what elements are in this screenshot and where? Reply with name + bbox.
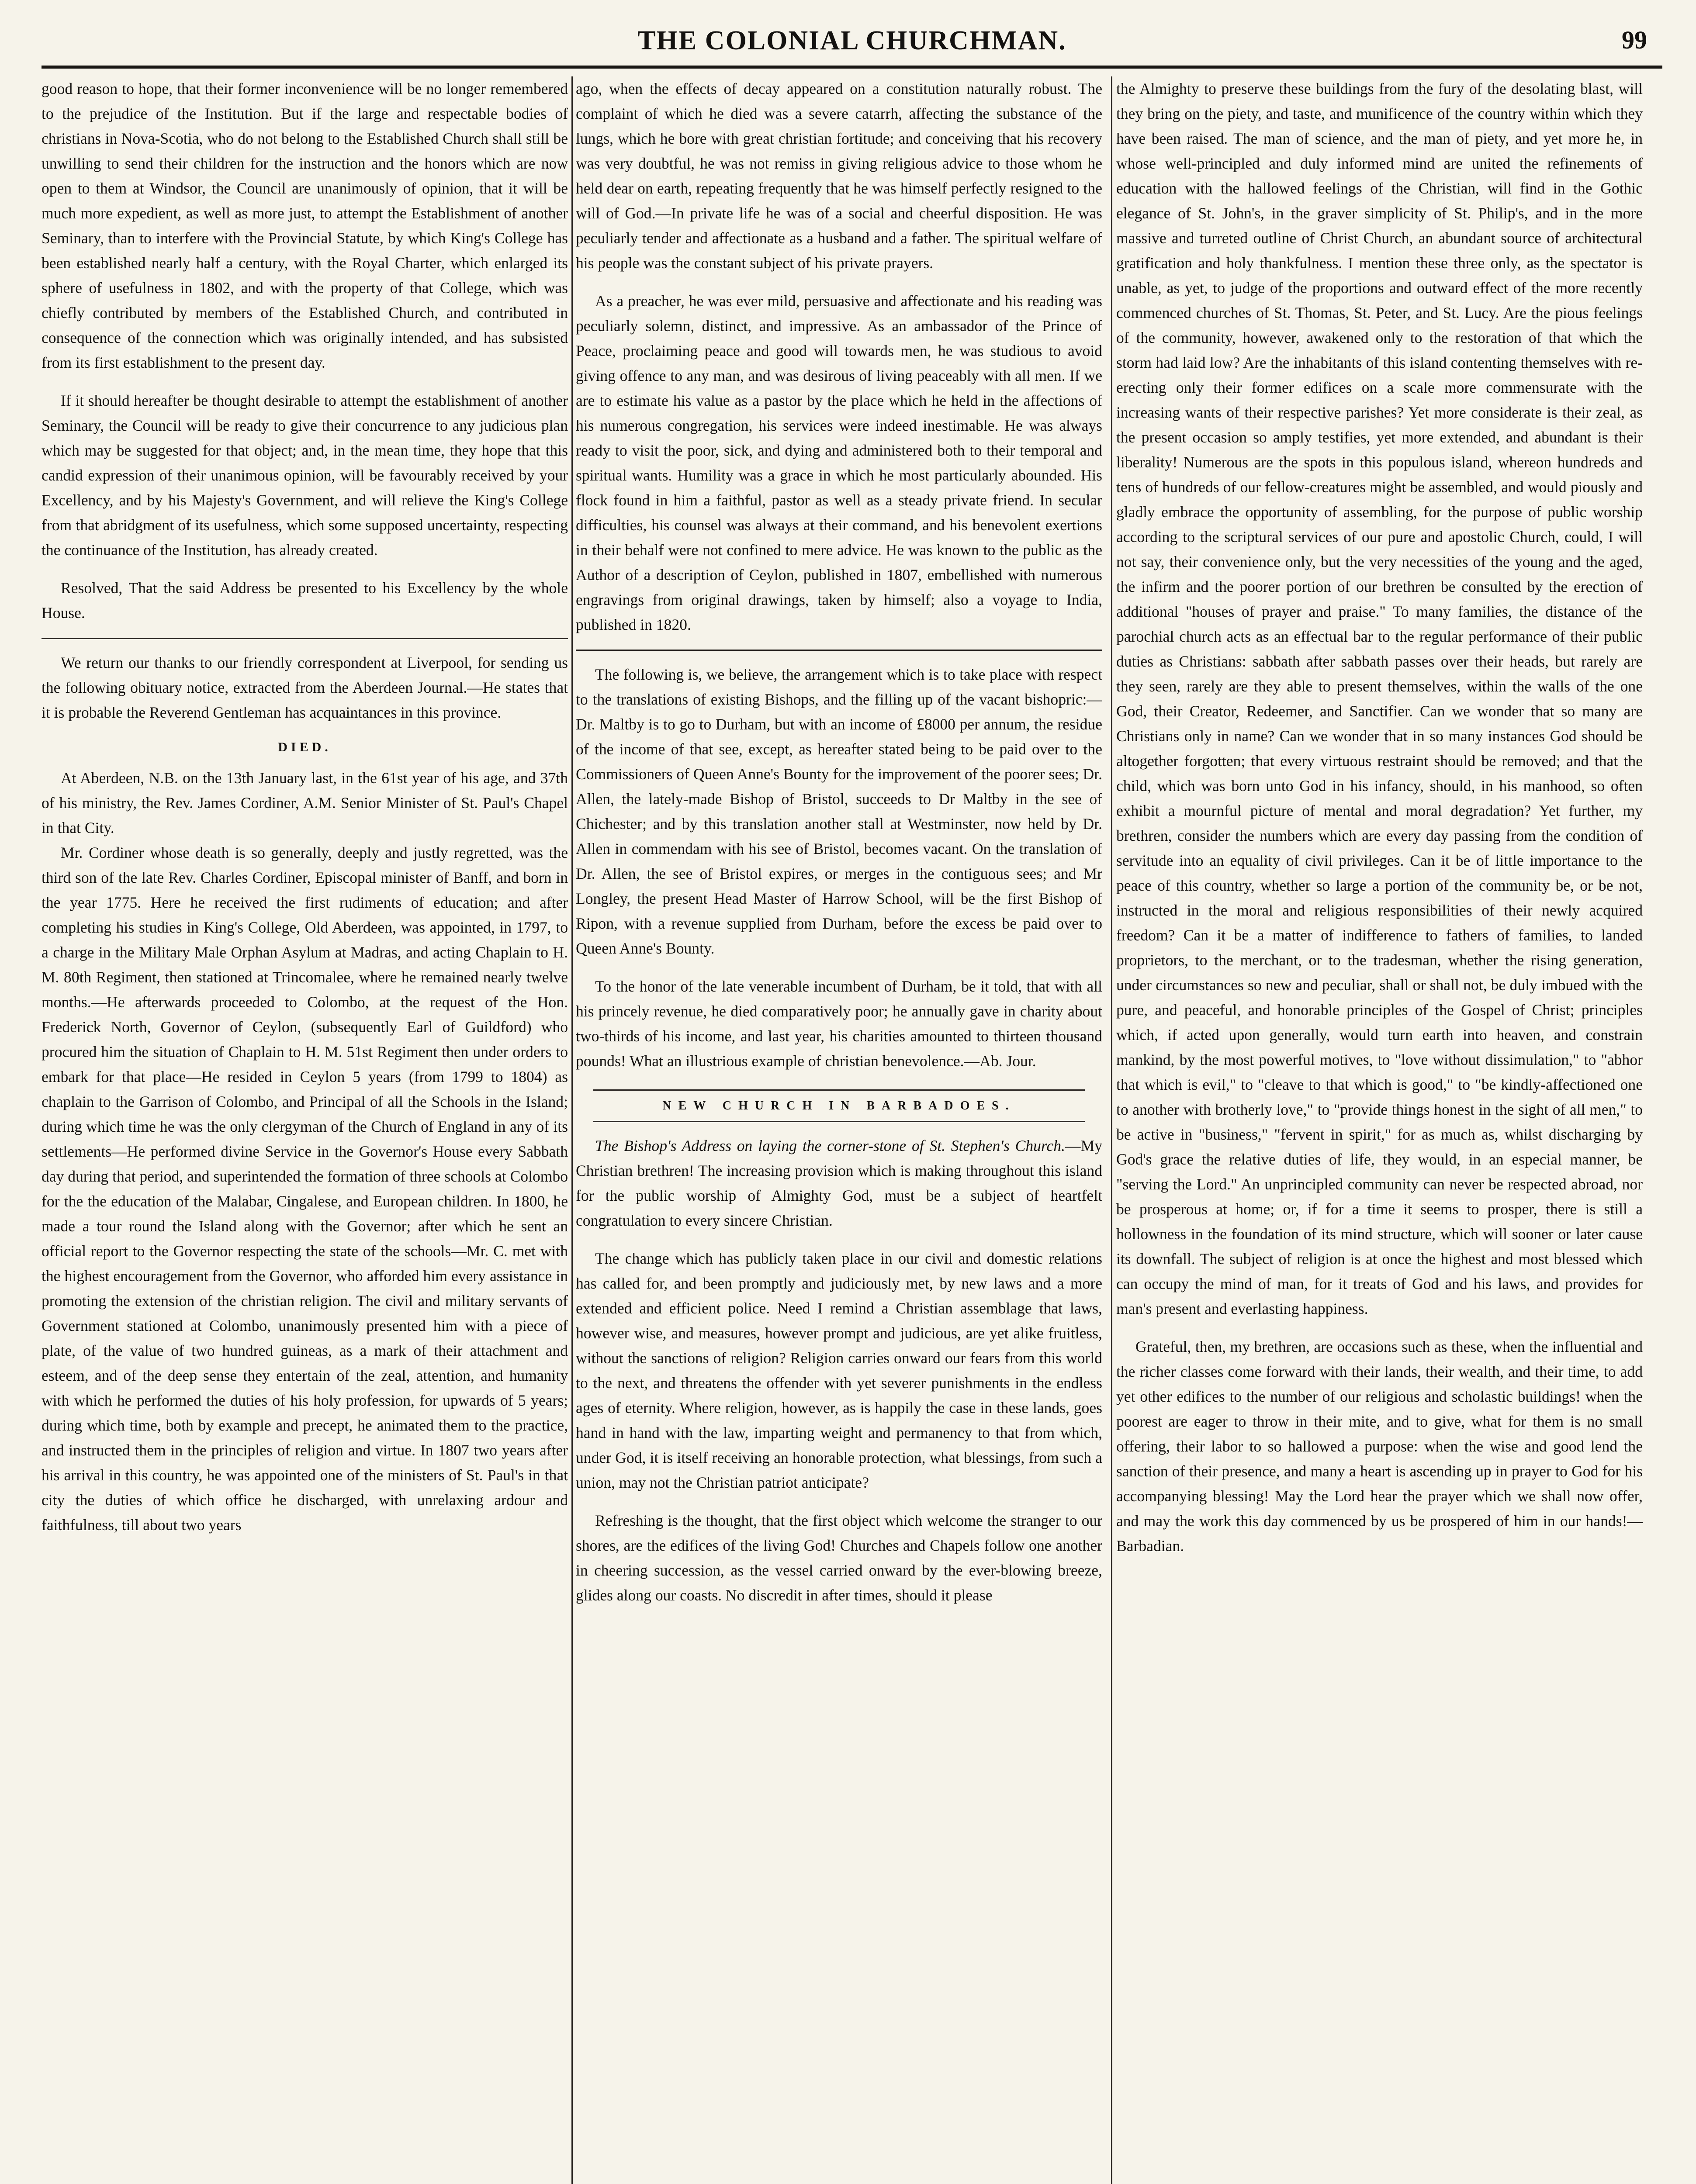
page-number: 99: [1622, 26, 1647, 54]
masthead: [44, 17, 1660, 66]
section-heading: NEW CHURCH IN BARBADOES.: [593, 1089, 1085, 1122]
obituary-notice: At Aberdeen, N.B. on the 13th January last, in the 61st year of his age, and 37th of his ministry, the Rev. James Cordiner, A.M. Senior Minister of St. Paul's Chapel in that City.: [42, 769, 568, 836]
paragraph: good reason to hope, that their former inconvenience will be no longer remembered to the prejudice of the Institution. But if the large and respectable bodies of christians in Nova-Scotia, who do not belong to the Established Church shall still be unwilling to send their children for the instruction and the honors which are now open to them at Windsor, the Council are unanimously of opinion, that it will be much more expedient, as well as more just, to attempt the Establishment of another Seminary, than to interfere with the Provincial Statute, by which King's College has been established nearly half a century, with the Royal Charter, which enlarged its sphere of usefulness in 1802, and with the property of that College, which was chiefly contributed by members of the Established Church, and contributed in consequence of the connection which was originally intended, and has subsisted from its first establishment to the present day.: [42, 80, 568, 371]
resolution-paragraph: Resolved, That the said Address be presented to his Excellency by the whole House.: [42, 579, 568, 622]
column-1: [42, 76, 568, 2184]
paragraph: Grateful, then, my brethren, are occasions such as these, when the influential and the richer classes come forward with their lands, their wealth, and their time, to add yet other edifices to the number of our religious and scholastic buildings! when the poorest are eager to throw in their mite, and to give, what for them is no small offering, their labor to so hallowed a purpose: when the wise and good lend the sanction of their presence, and many a heart is ascending up in prayer to God for his accompanying blessing! May the Lord hear the prayer which we shall now offer, and may the work this day commenced by us be prospered of him in our hands!—Barbadian.: [1116, 1338, 1643, 1555]
address-continuation: the Almighty to preserve these buildings from the fury of the desolating blast, will they bring on the piety, and taste, and munificence of the country within which they have been raised. The man of science, and the man of piety, and yet more he, in whose well-principled and duly informed mind are united the refinements of education with the hallowed feelings of the Christian, will find in the Gothic elegance of St. John's, in the graver simplicity of St. Philip's, and in the more massive and turreted outline of Christ Church, an abundant source of architectural gratification and holy thankfulness. I mention these three only, as the spectator is unable, as yet, to judge of the proportions and outward effect of the more recently commenced churches of St. Thomas, St. Peter, and St. Lucy. Are the pious feelings of the community, however, awakened only to the restoration of that which the storm had laid low? Are the inhabitants of this island contenting themselves with re-erecting only their former edifices on a scale more commensurate with the increasing wants of their respective parishes? Yet more considerate is their zeal, as the present occasion so amply testifies, yet more extended, and abundant is their liberality! Numerous are the spots in this populous island, whereon hundreds and tens of hundreds of our fellow-creatures might be assembled, and would piously and gladly embrace the opportunity of assembling, for the purpose of public worship according to the scriptural services of our pure and apostolic Church, could, I will not say, their convenience only, but the very necessities of the young and the aged, the infirm and the poorer portion of our brethren be consulted by the erection of additional "houses of prayer and praise." To many families, the distance of the parochial church acts as an effectual bar to the regular performance of their public duties as Christians: sabbath after sabbath passes over their heads, but rarely are they seen, rarely are they able to present themselves, within the walls of the one God, their Creator, Redeemer, and Sanctifier. Can we wonder that so many are Christians only in name? Can we wonder that in so many instances God should be altogether forgotten; that every virtuous restraint should be removed; and that the child, which was born unto God in his infancy, should, in his manhood, so often exhibit a mournful picture of mental and moral degradation? Yet further, my brethren, consider the numbers which are every day passing from the condition of servitude into an equality of civil privileges. Can it be of little importance to the peace of this country, whether so large a portion of the community be, or be not, instructed in the moral and religious responsibilities of their newly acquired freedom? Can it be a matter of indifference to fathers of families, to landed proprietors, to the merchant, or to the tradesman, whether the rising generation, under circumstances so new and peculiar, shall or shall not, be duly imbued with the pure, and peaceful, and honorable principles of the Gospel of Christ; principles which, if acted upon generally, would turn earth into heaven, and constrain mankind, by the most powerful motives, to "love without dissimulation," to "abhor that which is evil," to "cleave to that which is good," to "be kindly-affectioned one to another with brotherly love," to "provide things honest in the sight of all men," to be active in "business," "fervent in spirit," for as much as, whilst discharging by God's grace the relative duties of life, they would, in an especial manner, be "serving the Lord." An unprincipled community can never be respected abroad, nor be prosperous at home; or, if for a time it seems to prosper, there is still a hollowness in the foundation of its mind structure, which will sooner or later cause its downfall. The subject of religion is at once the highest and most blessed which can occupy the mind of man, for it treats of God and his laws, and provides for man's present and everlasting happiness.: [1116, 80, 1643, 1317]
section-divider: [576, 650, 1102, 651]
obituary-heading: DIED.: [278, 740, 332, 754]
address-title: The Bishop's Address on laying the corner-stone of St. Stephen's Church.: [595, 1137, 1065, 1154]
masthead-rule: [42, 66, 1662, 69]
paragraph: If it should hereafter be thought desirable to attempt the establishment of another Seminary, the Council will be ready to give their concurrence to any judicious plan which may be suggested for that object; and, in the mean time, they hope that this candid expression of their unanimous opinion, will be favourably received by your Excellency, and by his Majesty's Government, and will relieve the King's College from that abridgment of its usefulness, which some supposed uncertainty, respecting the continuance of the Institution, has already created.: [42, 392, 568, 559]
column-3: [1116, 76, 1643, 2184]
obituary-continuation: ago, when the effects of decay appeared on a constitution naturally robust. The complaint of which he died was a severe catarrh, affecting the substance of the lungs, which he bore with great christian fortitude; and conceiving that his recovery was very doubtful, he was not remiss in giving religious advice to those whom he held dear on earth, repeating frequently that he was himself perfectly resigned to the will of God.—In private life he was of a social and cheerful disposition. He was peculiarly tender and affectionate as a husband and a father. The spiritual welfare of his people was the constant subject of his private prayers.: [576, 80, 1102, 272]
column-divider: [571, 76, 573, 2184]
paragraph: The change which has publicly taken place in our civil and domestic relations has called for, and been promptly and judiciously met, by new laws and a more extended and efficient police. Need I remind a Christian assemblage that laws, however wise, and measures, however prompt and judicious, are yet alike fruitless, without the sanctions of religion? Religion carries onward our fears from this world to the next, and threatens the offender with yet severer punishments in the endless ages of eternity. Where religion, however, as is happily the case in these lands, goes hand in hand with the law, imparting weight and permanency to that from which, under God, it is itself receiving an honorable protection, what blessings, from such a union, may not the Christian patriot anticipate?: [576, 1250, 1102, 1491]
column-2: [576, 76, 1102, 2184]
paragraph: To the honor of the late venerable incumbent of Durham, be it told, that with all his princely revenue, he died comparatively poor; he annually gave in charity about two-thirds of his income, and last year, his charities amounted to thirteen thousand pounds! What an illustrious example of christian benevolence.—Ab. Jour.: [576, 978, 1102, 1070]
section-divider: [42, 638, 568, 639]
column-divider: [1111, 76, 1112, 2184]
editorial-note: We return our thanks to our friendly correspondent at Liverpool, for sending us the following obituary notice, extracted from the Aberdeen Journal.—He states that it is probable the Reverend Gentleman has acquaintances in this province.: [42, 654, 568, 721]
address-opening: [576, 1133, 1102, 1233]
publication-title: THE COLONIAL CHURCHMAN.: [637, 26, 1066, 55]
obituary-body: Mr. Cordiner whose death is so generally, deeply and justly regretted, was the third son of the late Rev. Charles Cordiner, Episcopal minister of Banff, and born in the year 1775. Here he received the first rudiments of education; and after completing his studies in King's College, Old Aberdeen, was appointed, in 1797, to a charge in the Military Male Orphan Asylum at Madras, and acting Chaplain to H. M. 80th Regiment, then stationed at Trincomalee, where he remained nearly twelve months.—He afterwards proceeded to Colombo, at the request of the Hon. Frederick North, Governor of Ceylon, (subsequently Earl of Guildford) who procured him the situation of Chaplain to H. M. 51st Regiment then under orders to embark for that place—He resided in Ceylon 5 years (from 1799 to 1804) as chaplain to the Garrison of Colombo, and Principal of all the Schools in the Island; during which time he was the only clergyman of the Church of England in any of its settlements—He performed divine Service in the Governor's House every Sabbath day during that period, and superintended the formation of three schools at Colombo for the the education of the Malabar, Cingalese, and European children. In 1800, he made a tour round the Island along with the Governor; after which he sent an official report to the Governor respecting the state of the schools—Mr. C. met with the highest encouragement from the Governor, who afforded him every assistance in promoting the extension of the christian religion. The civil and military servants of Government stationed at Colombo, unanimously presented him with a piece of plate, of the value of two hundred guineas, as a mark of their attachment and esteem, and of the deep sense they entertain of the zeal, attention, and humanity with which he performed the duties of his holy profession, for upwards of 5 years; during which time, both by example and precept, he animated them to the practice, and instructed them in the principles of religion and virtue. In 1807 two years after his arrival in this country, he was appointed one of the ministers of St. Paul's in that city the duties of which office he discharged, with unrelaxing ardour and faithfulness, till about two years: [42, 844, 568, 1534]
paragraph: Refreshing is the thought, that the first object which welcome the stranger to our shores, are the edifices of the living God! Churches and Chapels follow one another in cheering succession, as the vessel carried onward by the ever-blowing breeze, glides along our coasts. No discredit in after times, should it please: [576, 1512, 1102, 1604]
bishopric-paragraph: The following is, we believe, the arrangement which is to take place with respect to the translations of existing Bishops, and the filling up of the vacant bishopric:—Dr. Maltby is to go to Durham, but with an income of £8000 per annum, the residue of the income of that see, except, as hereafter stated being to be paid over to the Commissioners of Queen Anne's Bounty for the improvement of the poorer sees; Dr. Allen, the lately-made Bishop of Bristol, succeeds to Dr Maltby in the see of Chichester; and by this translation another stall at Westminster, now held by Dr. Allen in commendam with his see of Bristol, becomes vacant. On the translation of Dr. Allen, the see of Bristol expires, or merges in the contiguous sees; and Mr Longley, the present Head Master of Harrow School, will be the first Bishop of Ripon, with a revenue supplied from Durham, before the excess be paid over to Queen Anne's Bounty.: [576, 666, 1102, 957]
paragraph: As a preacher, he was ever mild, persuasive and affectionate and his reading was peculiarly solemn, distinct, and impressive. As an ambassador of the Prince of Peace, proclaiming peace and good will towards men, he was studious to avoid giving offence to any man, and was desirous of living peaceably with all men. If we are to estimate his value as a pastor by the place which he held in the affections of his numerous congregation, his services were indeed inestimable. He was always ready to visit the poor, sick, and dying and administered both to their temporal and spiritual wants. Humility was a grace in which he most particularly abounded. His flock found in him a faithful, pastor as well as a steady private friend. In secular difficulties, his counsel was always at their command, and his benevolent exertions in their behalf were not confined to mere advice. He was known to the public as the Author of a description of Ceylon, published in 1807, embellished with numerous engravings from original drawings, taken by himself; also a voyage to India, published in 1820.: [576, 292, 1102, 633]
address-text: —My Christian brethren! The increasing provision which is making throughout this island for the public worship of Almighty God, must be a subject of heartfelt congratulation to every sincere Christian.: [576, 1137, 1102, 1229]
